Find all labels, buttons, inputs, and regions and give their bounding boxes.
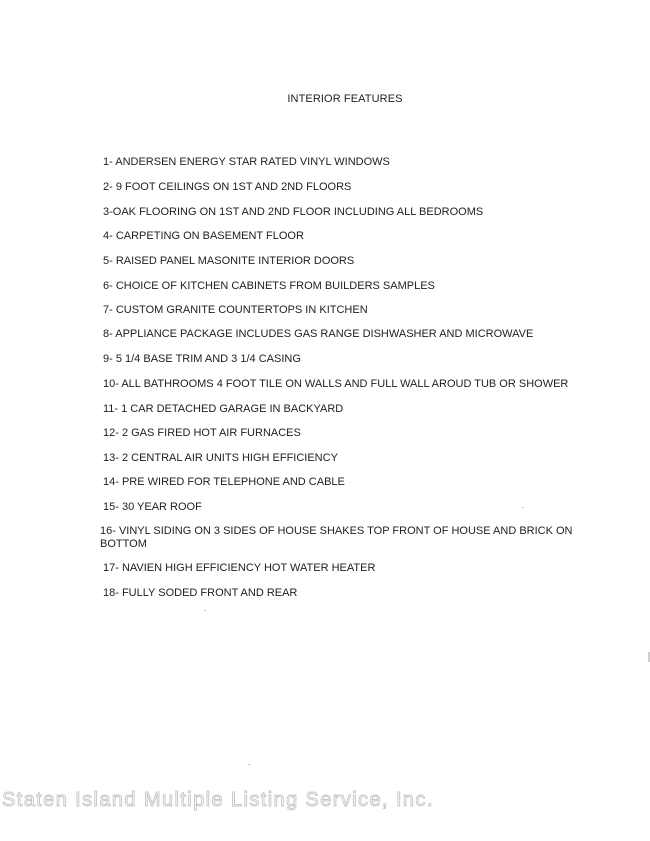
feature-item: 8- APPLIANCE PACKAGE INCLUDES GAS RANGE DISHWASHER AND MICROWAVE [103,328,534,340]
feature-item: 13- 2 CENTRAL AIR UNITS HIGH EFFICIENCY [103,452,338,464]
feature-item: 1- ANDERSEN ENERGY STAR RATED VINYL WINDOWS [103,156,390,168]
feature-item: 5- RAISED PANEL MASONITE INTERIOR DOORS [103,255,355,267]
feature-item: 4- CARPETING ON BASEMENT FLOOR [103,230,304,242]
feature-item: 6- CHOICE OF KITCHEN CABINETS FROM BUILDERS SAMPLES [103,280,435,292]
feature-item: 17- NAVIEN HIGH EFFICIENCY HOT WATER HEATER [103,562,376,574]
feature-item: 11- 1 CAR DETACHED GARAGE IN BACKYARD [103,403,344,415]
scan-speck [204,610,206,611]
watermark: Staten Island Multiple Listing Service, Inc. [2,789,434,811]
feature-item: 16- VINYL SIDING ON 3 SIDES OF HOUSE SHAKES TOP FRONT OF HOUSE AND BRICK ON BOTTOM [100,525,573,550]
feature-item: 7- CUSTOM GRANITE COUNTERTOPS IN KITCHEN [103,304,368,316]
feature-item: 3-OAK FLOORING ON 1ST AND 2ND FLOOR INCLUDING ALL BEDROOMS [103,206,484,218]
scan-speck [248,764,250,765]
feature-item: 10- ALL BATHROOMS 4 FOOT TILE ON WALLS AND FULL WALL AROUD TUB OR SHOWER [103,378,569,390]
feature-item: 18- FULLY SODED FRONT AND REAR [103,587,298,599]
feature-item: 12- 2 GAS FIRED HOT AIR FURNACES [103,427,301,439]
document-title: INTERIOR FEATURES [287,93,403,105]
feature-item: 14- PRE WIRED FOR TELEPHONE AND CABLE [103,476,345,488]
feature-item: 15- 30 YEAR ROOF [103,501,202,513]
feature-item: 2- 9 FOOT CEILINGS ON 1ST AND 2ND FLOORS [103,181,352,193]
feature-item: 9- 5 1/4 BASE TRIM AND 3 1/4 CASING [103,353,301,365]
scan-speck [522,507,524,508]
